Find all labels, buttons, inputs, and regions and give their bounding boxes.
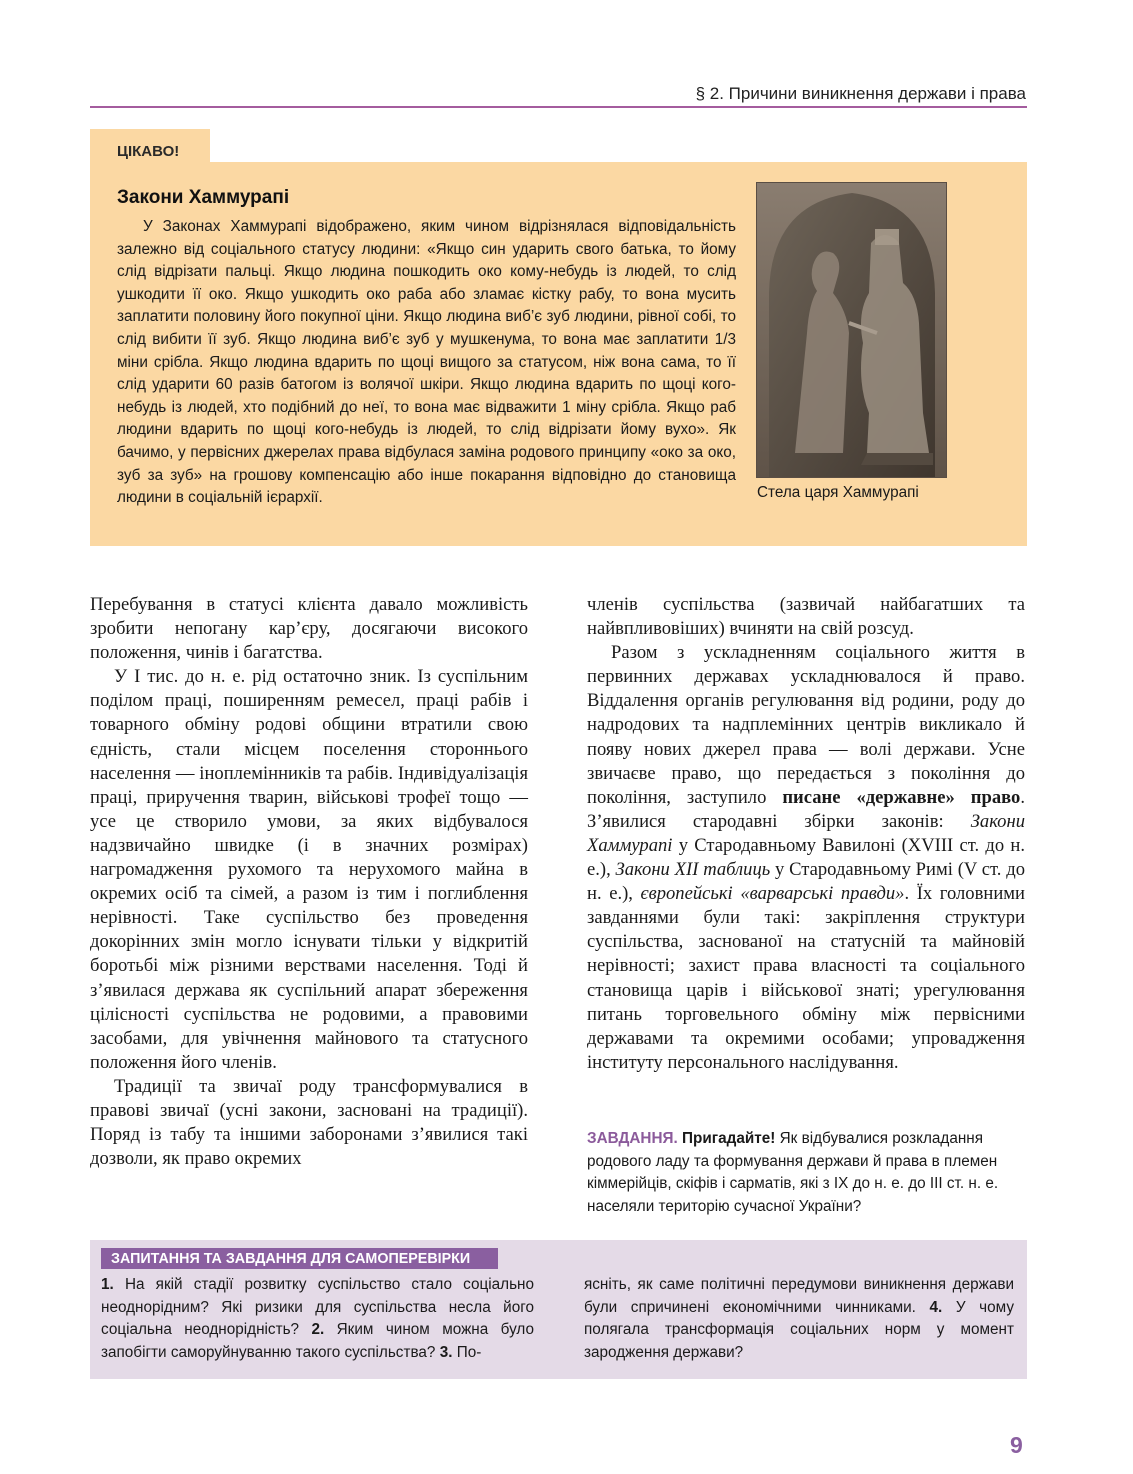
task-emphasis: Пригадайте!	[682, 1130, 776, 1147]
question-number: 3.	[439, 1343, 453, 1361]
bold-term: писане «державне» право	[782, 786, 1021, 808]
interesting-tab-label: ЦІКАВО!	[117, 143, 180, 160]
page-number: 9	[1010, 1432, 1023, 1458]
right-paragraph-1: членів суспільства (зазвичай найбагатших та найвпливовіших) вчиняти на свій розсуд.	[587, 594, 1025, 640]
question-number: 2.	[311, 1321, 325, 1339]
text-run: Разом з ускладненням соціального життя в первинних державах ускладнювалося й право. Віддалення органів регулювання від родини, роду до надродових та надплемінних центрів викликало й появу нових джерел права — волі держави. Усне звичаєве право, що передається з покоління до покоління, заступило	[587, 642, 1025, 808]
image-caption: Стела царя Хаммурапі	[757, 484, 919, 501]
question-text: По-	[452, 1343, 482, 1361]
left-column	[90, 593, 528, 1171]
task-block	[587, 1128, 1025, 1218]
text-run: . Їх головними завданнями були такі: закріплення структури суспільства, заснованої на статусній та майновій нерівності; захист права власності та соціального становища царів і військової знаті; урегулювання питань торговельного обміну між первісними державами та окремими особами; упровадження інституту персонального наслідування.	[587, 883, 1025, 1073]
question-text: На якій стадії розвитку суспільство стало соціально неоднорідним? Які ризики для суспільства несла його соціальна неоднорідність?	[101, 1276, 534, 1339]
task-label: ЗАВДАННЯ.	[587, 1130, 678, 1147]
question-text: Яким чином можна було запобігти саморуйнуванню такого суспільства?	[101, 1321, 534, 1361]
italic-term: Закони XII таблиць	[615, 859, 771, 881]
question-text: ясніть, як саме політичні передумови виникнення держави були спричинені економічними чинниками.	[584, 1276, 1014, 1316]
left-paragraph-2: У І тис. до н. е. рід остаточно зник. Із суспільним поділом праці, поширенням ремесел, праці рабів і товарного обміну родові общини втратили свою єдність, стали місцем поселення стороннього населення — іноплемінників та рабів. Індивідуалізація праці, приручення тварин, військові трофеї тощо — усе це створило умови, за яких відбувалося надзвичайно швидке (і в значних розмірах) нагромадження рухомого та нерухомого майна в окремих осіб та сімей, а разом із тим і поглиблення нерівності. Таке суспільство без проведення докорінних змін могло існувати тільки у відкритій боротьбі між різними верствами населення. Тоді й з’явилася держава як суспільний апарат збереження цілісності суспільства не родовими, а правовими засобами, для увічнення майнового та статусного положення його членів.	[90, 666, 528, 1073]
left-paragraph-3: Традиції та звичаї роду трансформувалися в правові звичаї (усні закони, засновані на традиції). Поряд із табу та іншими заборонами з’явилися такі дозволи, як право окремих	[90, 1075, 528, 1170]
right-paragraph-2	[587, 641, 1025, 1075]
text-run: . З’явилися стародавні збірки законів:	[587, 786, 1025, 832]
self-check-heading: ЗАПИТАННЯ ТА ЗАВДАННЯ ДЛЯ САМОПЕРЕВІРКИ	[111, 1251, 471, 1267]
italic-term: Закони Хаммурапі	[587, 810, 1025, 856]
question-number: 4.	[929, 1298, 943, 1316]
stele-illustration	[757, 183, 946, 477]
self-check-questions-left	[101, 1274, 534, 1364]
box-title: Закони Хаммурапі	[117, 187, 290, 208]
header-rule	[90, 106, 1027, 108]
question-number: 1.	[101, 1276, 114, 1293]
box-text	[117, 216, 736, 510]
question-text: У чому полягала трансформація соціальних норм у момент зародження держави?	[584, 1298, 1014, 1361]
text-run: у Стародавньому Римі (V ст. до н. е.),	[587, 859, 1025, 905]
box-paragraph: У Законах Хаммурапі відображено, яким чином відрізнялася відповідальність залежно від соціального статусу людини: «Якщо син ударить свого батька, то йому слід відрізати пальці. Якщо людина пошкодить око кому-небудь із людей, то слід ушкодити її око. Якщо ушкодить око раба або зламає кістку рабу, то вона мусить заплатити половину його покупної ціни. Якщо людина виб’є зуб людини, рівної собі, то слід вибити її зуб. Якщо людина виб’є зуб у мушкенума, то вона має заплатити 1/3 міни срібла. Якщо людина вдарить по щоці вищого за статусом, ніж вона сама, то її слід ударити 60 разів батогом із волячої шкіри. Якщо людина вдарить по щоці кого-небудь із людей, хто подібний до неї, то вона має відважити 1 міну срібла. Якщо раб людини вдарить по щоці кого-небудь із людей, то слід відрізати йому вухо». Як бачимо, у первісних джерелах права відбулася заміна родового принципу «око за око, зуб за зуб» на грошову компенсацію або інше покарання відповідно до становища людини в соціальній ієрархії.	[117, 218, 736, 507]
left-paragraph-1: Перебування в статусі клієнта давало можливість зробити непогану кар’єру, досягаючи високого положення, чинів і багатства.	[90, 594, 528, 664]
right-column	[587, 593, 1025, 1075]
hammurabi-stele-image	[756, 182, 947, 478]
text-run: у Стародавньому Вавилоні (XVIII ст. до н. е.),	[587, 834, 1025, 881]
section-header: § 2. Причини виникнення держави і права	[695, 84, 1026, 103]
task-text: Як відбувалися розкладання родового ладу та формування держави й права в племен кіммерійців, скіфів і сарматів, які з IX до н. е. до III ст. н. е. населяли територію сучасної України?	[587, 1130, 999, 1215]
self-check-questions-right	[584, 1274, 1014, 1364]
italic-term: європейські «варварські правди»	[640, 883, 905, 905]
